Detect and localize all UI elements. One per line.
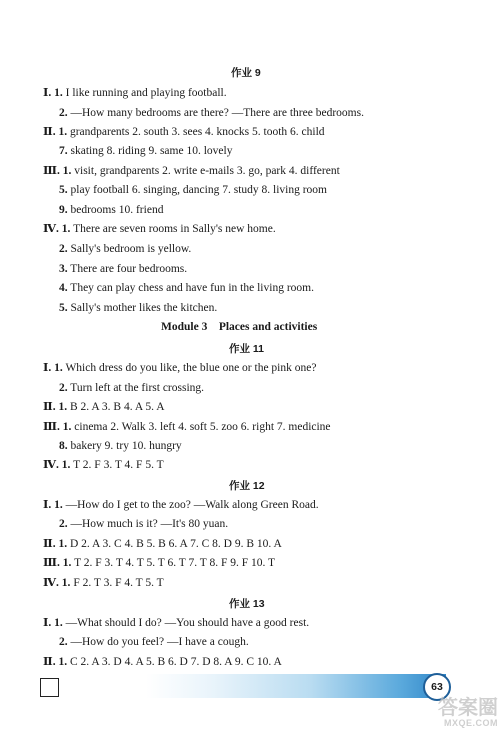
- answer-line: Ⅳ. 1. There are seven rooms in Sally's new home.: [43, 223, 276, 235]
- answer-line: 4. They can play chess and have fun in the living room.: [59, 282, 314, 294]
- watermark-url: MXQE.COM: [443, 718, 498, 728]
- answer-line: 2. —How many bedrooms are there? —There are three bedrooms.: [59, 107, 364, 119]
- answer-line: Ⅰ. 1. I like running and playing football.: [43, 87, 227, 99]
- page-number-badge: 63: [423, 673, 451, 701]
- answer-line: 7. skating 8. riding 9. same 10. lovely: [59, 145, 233, 157]
- answer-line: Ⅱ. 1. B 2. A 3. B 4. A 5. A: [43, 401, 165, 413]
- answer-line: Ⅲ. 1. cinema 2. Walk 3. left 4. soft 5. zoo 6. right 7. medicine: [43, 421, 331, 433]
- answer-line: 2. Sally's bedroom is yellow.: [59, 243, 192, 255]
- section-title-hw13: 作业 13: [229, 598, 265, 610]
- answer-line: Ⅰ. 1. Which dress do you like, the blue one or the pink one?: [43, 362, 317, 374]
- answer-line: Ⅱ. 1. C 2. A 3. D 4. A 5. B 6. D 7. D 8. A 9. C 10. A: [43, 656, 282, 668]
- answer-line: 8. bakery 9. try 10. hungry: [59, 440, 182, 452]
- corner-box-decoration: [40, 678, 59, 697]
- answer-line: Ⅰ. 1. —How do I get to the zoo? —Walk along Green Road.: [43, 499, 319, 511]
- watermark-logo: [410, 698, 498, 734]
- section-title-hw11: 作业 11: [229, 343, 265, 355]
- answer-line: Ⅳ. 1. T 2. F 3. T 4. F 5. T: [43, 459, 164, 471]
- answer-line: Ⅱ. 1. D 2. A 3. C 4. B 5. B 6. A 7. C 8. D 9. B 10. A: [43, 538, 282, 550]
- footer-gradient-band: [146, 674, 446, 698]
- answer-line: 3. There are four bedrooms.: [59, 263, 188, 275]
- watermark-brand: 答案圈: [438, 697, 498, 719]
- answer-line: Ⅲ. 1. visit, grandparents 2. write e-mails 3. go, park 4. different: [43, 165, 340, 177]
- module-heading: Module 3 Places and activities: [161, 321, 318, 333]
- answer-line: Ⅳ. 1. F 2. T 3. F 4. T 5. T: [43, 577, 164, 589]
- answer-line: 9. bedrooms 10. friend: [59, 204, 164, 216]
- section-title-hw9: 作业 9: [231, 67, 261, 79]
- answer-line: 2. —How much is it? —It's 80 yuan.: [59, 518, 229, 530]
- answer-line: Ⅲ. 1. T 2. F 3. T 4. T 5. T 6. T 7. T 8. F 9. F 10. T: [43, 557, 276, 569]
- answer-line: 5. Sally's mother likes the kitchen.: [59, 302, 218, 314]
- answer-line: Ⅱ. 1. grandparents 2. south 3. sees 4. knocks 5. tooth 6. child: [43, 126, 325, 138]
- section-title-hw12: 作业 12: [229, 480, 265, 492]
- answer-line: 2. Turn left at the first crossing.: [59, 382, 205, 394]
- answer-line: 5. play football 6. singing, dancing 7. study 8. living room: [59, 184, 327, 196]
- answer-line: Ⅰ. 1. —What should I do? —You should have a good rest.: [43, 617, 310, 629]
- answer-line: 2. —How do you feel? —I have a cough.: [59, 636, 249, 648]
